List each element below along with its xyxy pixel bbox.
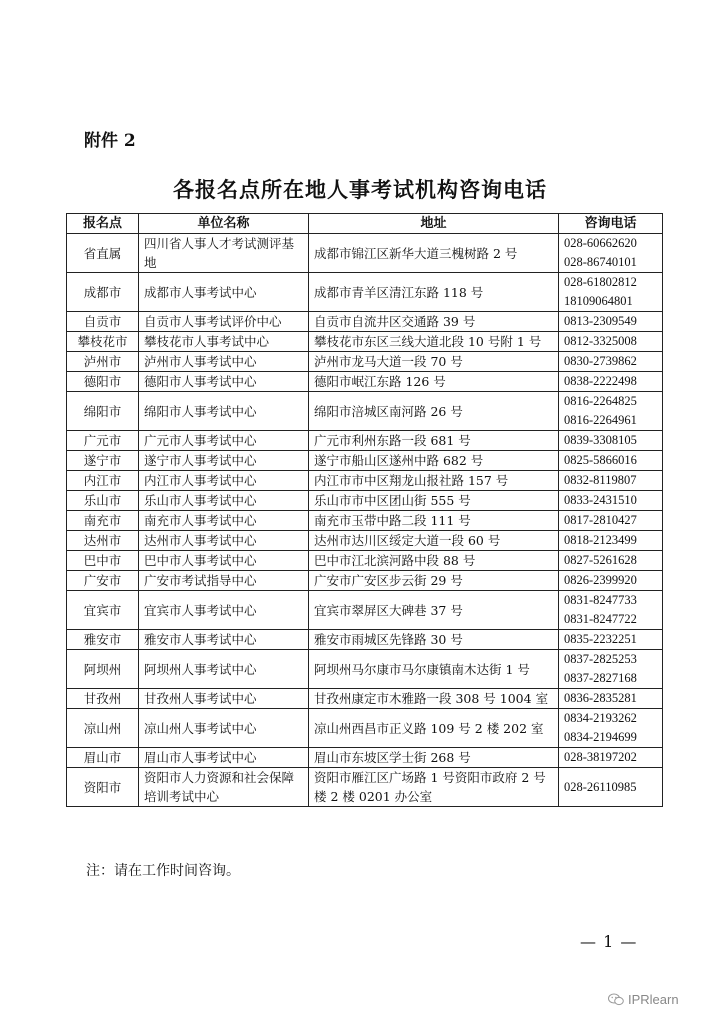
cell-city: 成都市	[67, 273, 139, 312]
cell-city: 攀枝花市	[67, 332, 139, 352]
phone-number: 0816-2264961	[564, 413, 637, 427]
phone-number: 028-38197202	[564, 750, 637, 764]
cell-unit: 宜宾市人事考试中心	[139, 591, 309, 630]
cell-city: 南充市	[67, 511, 139, 531]
cell-phone	[559, 372, 663, 392]
cell-unit: 资阳市人力资源和社会保障培训考试中心	[139, 768, 309, 807]
cell-unit: 雅安市人事考试中心	[139, 630, 309, 650]
cell-address: 南充市玉带中路二段 111 号	[309, 511, 559, 531]
cell-phone	[559, 352, 663, 372]
cell-unit: 德阳市人事考试中心	[139, 372, 309, 392]
cell-city: 甘孜州	[67, 689, 139, 709]
table-row	[67, 748, 663, 768]
cell-phone	[559, 234, 663, 273]
cell-city: 广安市	[67, 571, 139, 591]
phone-number: 0825-5866016	[564, 453, 637, 467]
table-header-row	[67, 214, 663, 234]
cell-address: 成都市青羊区清江东路 118 号	[309, 273, 559, 312]
cell-phone	[559, 332, 663, 352]
header-unit: 单位名称	[139, 214, 309, 234]
phone-number: 0838-2222498	[564, 374, 637, 388]
table-row	[67, 312, 663, 332]
attachment-label: 附件 2	[84, 131, 136, 151]
cell-unit: 达州市人事考试中心	[139, 531, 309, 551]
cell-unit: 甘孜州人事考试中心	[139, 689, 309, 709]
cell-unit: 广安市考试指导中心	[139, 571, 309, 591]
table-row	[67, 551, 663, 571]
phone-number: 0827-5261628	[564, 553, 637, 567]
table-row	[67, 431, 663, 451]
header-address: 地址	[309, 214, 559, 234]
phone-number: 0834-2194699	[564, 730, 637, 744]
table-row	[67, 352, 663, 372]
cell-unit: 乐山市人事考试中心	[139, 491, 309, 511]
cell-phone	[559, 491, 663, 511]
phone-number: 0831-8247733	[564, 593, 637, 607]
cell-address: 泸州市龙马大道一段 70 号	[309, 352, 559, 372]
cell-unit: 自贡市人事考试评价中心	[139, 312, 309, 332]
cell-phone	[559, 591, 663, 630]
cell-city: 巴中市	[67, 551, 139, 571]
cell-address: 宜宾市翠屏区大碑巷 37 号	[309, 591, 559, 630]
cell-city: 眉山市	[67, 748, 139, 768]
phone-number: 0835-2232251	[564, 632, 637, 646]
phone-number: 0839-3308105	[564, 433, 637, 447]
table-row	[67, 234, 663, 273]
cell-address: 雅安市雨城区先锋路 30 号	[309, 630, 559, 650]
cell-city: 乐山市	[67, 491, 139, 511]
phone-number: 028-26110985	[564, 779, 637, 794]
cell-unit: 南充市人事考试中心	[139, 511, 309, 531]
header-phone: 咨询电话	[559, 214, 663, 234]
cell-address: 资阳市雁江区广场路 1 号资阳市政府 2 号楼 2 楼 0201 办公室	[309, 768, 559, 807]
cell-address: 内江市市中区翔龙山报社路 157 号	[309, 471, 559, 491]
cell-address: 凉山州西昌市正义路 109 号 2 楼 202 室	[309, 709, 559, 748]
cell-phone	[559, 273, 663, 312]
cell-phone	[559, 709, 663, 748]
cell-phone	[559, 451, 663, 471]
phone-number: 0833-2431510	[564, 493, 637, 507]
watermark-text: IPRlearn	[628, 992, 679, 1007]
cell-unit: 成都市人事考试中心	[139, 273, 309, 312]
cell-city: 达州市	[67, 531, 139, 551]
wechat-icon	[608, 993, 624, 1006]
phone-number: 0813-2309549	[564, 314, 637, 328]
table-row	[67, 689, 663, 709]
cell-unit: 攀枝花市人事考试中心	[139, 332, 309, 352]
cell-city: 德阳市	[67, 372, 139, 392]
cell-phone	[559, 650, 663, 689]
phone-number: 18109064801	[564, 294, 633, 308]
cell-city: 宜宾市	[67, 591, 139, 630]
phone-number: 028-86740101	[564, 255, 637, 269]
cell-phone	[559, 312, 663, 332]
phone-number: 0836-2835281	[564, 691, 637, 705]
phone-number: 0832-8119807	[564, 473, 637, 487]
cell-phone	[559, 630, 663, 650]
cell-unit: 广元市人事考试中心	[139, 431, 309, 451]
table-row	[67, 372, 663, 392]
phone-number: 0818-2123499	[564, 533, 637, 547]
table-row	[67, 571, 663, 591]
cell-phone	[559, 471, 663, 491]
cell-unit: 泸州市人事考试中心	[139, 352, 309, 372]
phone-number: 0816-2264825	[564, 394, 637, 408]
cell-address: 甘孜州康定市木雅路一段 308 号 1004 室	[309, 689, 559, 709]
cell-unit: 凉山州人事考试中心	[139, 709, 309, 748]
cell-address: 乐山市市中区团山街 555 号	[309, 491, 559, 511]
table-row	[67, 650, 663, 689]
cell-phone	[559, 511, 663, 531]
table-row	[67, 591, 663, 630]
cell-phone	[559, 768, 663, 807]
cell-phone	[559, 531, 663, 551]
phone-number: 028-60662620	[564, 236, 637, 250]
cell-address: 达州市达川区绥定大道一段 60 号	[309, 531, 559, 551]
cell-address: 眉山市东坡区学士街 268 号	[309, 748, 559, 768]
cell-address: 绵阳市涪城区南河路 26 号	[309, 392, 559, 431]
cell-address: 成都市锦江区新华大道三槐树路 2 号	[309, 234, 559, 273]
cell-unit: 内江市人事考试中心	[139, 471, 309, 491]
page-title: 各报名点所在地人事考试机构咨询电话	[173, 177, 547, 202]
cell-address: 广安市广安区步云街 29 号	[309, 571, 559, 591]
cell-address: 德阳市岷江东路 126 号	[309, 372, 559, 392]
cell-unit: 绵阳市人事考试中心	[139, 392, 309, 431]
cell-city: 省直属	[67, 234, 139, 273]
table-row	[67, 491, 663, 511]
table-row	[67, 531, 663, 551]
cell-phone	[559, 748, 663, 768]
cell-city: 遂宁市	[67, 451, 139, 471]
cell-city: 阿坝州	[67, 650, 139, 689]
cell-city: 广元市	[67, 431, 139, 451]
cell-unit: 四川省人事人才考试测评基地	[139, 234, 309, 273]
table-row	[67, 768, 663, 807]
phone-number: 0831-8247722	[564, 612, 637, 626]
cell-city: 绵阳市	[67, 392, 139, 431]
page-number: — 1 —	[580, 932, 638, 951]
table-row	[67, 709, 663, 748]
phone-number: 0826-2399920	[564, 573, 637, 587]
cell-city: 自贡市	[67, 312, 139, 332]
phone-number: 0817-2810427	[564, 513, 637, 527]
phone-number: 0837-2825253	[564, 652, 637, 666]
table-row	[67, 451, 663, 471]
cell-address: 阿坝州马尔康市马尔康镇南木达街 1 号	[309, 650, 559, 689]
cell-phone	[559, 571, 663, 591]
cell-unit: 巴中市人事考试中心	[139, 551, 309, 571]
cell-city: 凉山州	[67, 709, 139, 748]
cell-address: 巴中市江北滨河路中段 88 号	[309, 551, 559, 571]
table-row	[67, 273, 663, 312]
cell-address: 自贡市自流井区交通路 39 号	[309, 312, 559, 332]
cell-address: 攀枝花市东区三线大道北段 10 号附 1 号	[309, 332, 559, 352]
phone-number: 028-61802812	[564, 275, 637, 289]
cell-address: 广元市利州东路一段 681 号	[309, 431, 559, 451]
table-row	[67, 332, 663, 352]
table-row	[67, 392, 663, 431]
cell-phone	[559, 689, 663, 709]
contact-table	[66, 213, 663, 807]
cell-address: 遂宁市船山区遂州中路 682 号	[309, 451, 559, 471]
cell-phone	[559, 551, 663, 571]
watermark	[608, 992, 679, 1007]
phone-number: 0830-2739862	[564, 354, 637, 368]
cell-phone	[559, 392, 663, 431]
cell-unit: 眉山市人事考试中心	[139, 748, 309, 768]
header-city: 报名点	[67, 214, 139, 234]
cell-city: 内江市	[67, 471, 139, 491]
cell-phone	[559, 431, 663, 451]
cell-city: 雅安市	[67, 630, 139, 650]
cell-city: 资阳市	[67, 768, 139, 807]
table-row	[67, 471, 663, 491]
phone-number: 0837-2827168	[564, 671, 637, 685]
cell-unit: 遂宁市人事考试中心	[139, 451, 309, 471]
phone-number: 0812-3325008	[564, 334, 637, 348]
footnote: 注：请在工作时间咨询。	[86, 863, 240, 879]
cell-unit: 阿坝州人事考试中心	[139, 650, 309, 689]
table-row	[67, 511, 663, 531]
table-row	[67, 630, 663, 650]
cell-city: 泸州市	[67, 352, 139, 372]
phone-number: 0834-2193262	[564, 711, 637, 725]
